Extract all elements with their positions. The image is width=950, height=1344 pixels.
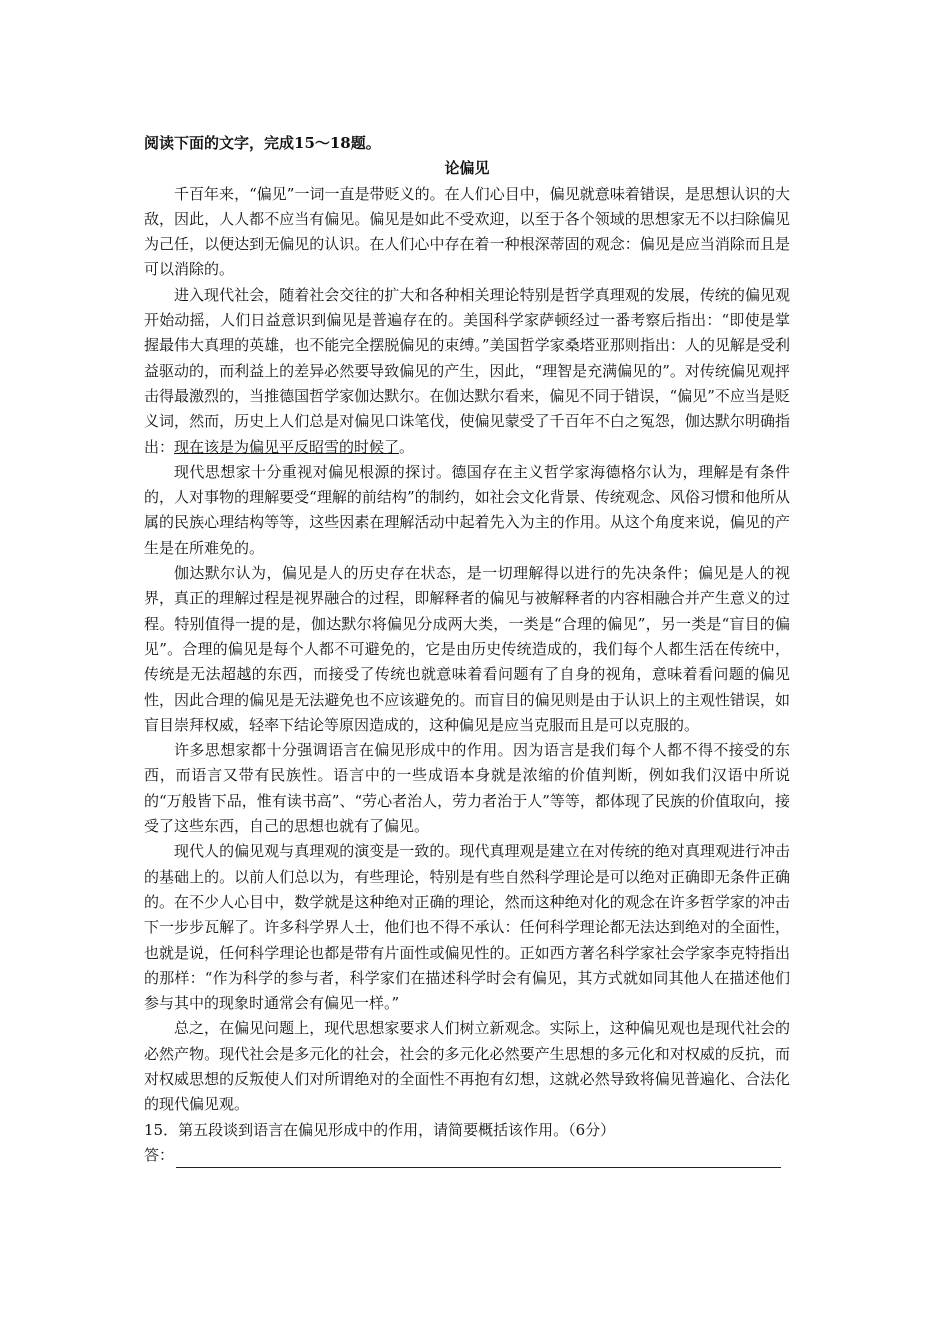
paragraph-2 [144, 283, 790, 460]
paragraph-4: 伽达默尔认为，偏见是人的历史存在状态，是一切理解得以进行的先决条件；偏见是人的视界，真正的理解过程是视界融合的过程，即解释者的偏见与被解释者的内容相融合并产生意义的过程。特别值得一提的是，伽达默尔将偏见分成两大类，一类是“合理的偏见”，另一类是“盲目的偏见”。合理的偏见是每个人都不可避免的，它是由历史传统造成的，我们每个人都生活在传统中，传统是无法超越的东西，而接受了传统也就意味着看问题有了自身的视角，意味着看问题的偏见性，因此合理的偏见是无法避免也不应该避免的。而盲目的偏见则是由于认识上的主观性错误，如盲目崇拜权威，轻率下结论等原因造成的，这种偏见是应当克服而且是可以克服的。 [144, 564, 790, 734]
answer-row [144, 1143, 790, 1168]
paragraph-2-text: 进入现代社会，随着社会交往的扩大和各种相关理论特别是哲学真理观的发展，传统的偏见观开始动摇，人们日益意识到偏见是普遍存在的。美国科学家萨顿经过一番考察后指出：“即使是掌握最伟大真理的英雄，也不能完全摆脱偏见的束缚。”美国哲学家桑塔亚那则指出：人的见解是受利益驱动的，而利益上的差异必然要导致偏见的产生，因此，“理智是充满偏见的”。对传统偏见观抨击得最激烈的，当推德国哲学家伽达默尔。在伽达默尔看来，偏见不同于错误，“偏见”不应当是贬义词，然而，历史上人们总是对偏见口诛笔伐，使偏见蒙受了千百年不白之冤怨，伽达默尔明确指出： [144, 285, 790, 456]
paragraph-2-tail: 。 [399, 437, 415, 456]
article-title: 论偏见 [444, 159, 490, 178]
answer-blank-line[interactable] [176, 1149, 781, 1168]
reading-instruction: 阅读下面的文字，完成15～18题。 [144, 134, 381, 152]
paragraph-6: 现代人的偏见观与真理观的演变是一致的。现代真理观是建立在对传统的绝对真理观进行冲击的基础上的。以前人们总以为，有些理论，特别是有些自然科学理论是可以绝对正确即无条件正确的。在不少人心目中，数学就是这种绝对正确的理论，然而这种绝对化的观念在许多哲学家的冲击下一步步瓦解了。许多科学界人士，他们也不得不承认：任何科学理论都无法达到绝对的全面性，也就是说，任何科学理论也都是带有片面性或偏见性的。正如西方著名科学家社会学家李克特指出的那样：“作为科学的参与者，科学家们在描述科学时会有偏见，其方式就如同其他人在描述他们参与其中的现象时通常会有偏见一样。” [144, 842, 790, 1013]
question-15: 15．第五段谈到语言在偏见形成中的作用，请简要概括该作用。（6分） [144, 1120, 616, 1139]
paragraph-1: 千百年来，“偏见”一词一直是带贬义的。在人们心目中，偏见就意味着错误，是思想认识的大敌，因此，人人都不应当有偏见。偏见是如此不受欢迎，以至于各个领域的思想家无不以扫除偏见为己任，以便达到无偏见的认识。在人们心中存在着一种根深蒂固的观念：偏见是应当消除而且是可以消除的。 [144, 184, 790, 279]
underlined-sentence: 现在该是为偏见平反昭雪的时候了 [174, 437, 400, 456]
answer-label: 答： [144, 1145, 175, 1164]
paragraph-7: 总之，在偏见问题上，现代思想家要求人们树立新观念。实际上，这种偏见观也是现代社会的必然产物。现代社会是多元化的社会，社会的多元化必然要产生思想的多元化和对权威的反抗，而对权威思想的反叛使人们对所谓绝对的全面性不再抱有幻想，这就必然导致将偏见普遍化、合法化的现代偏见观。 [144, 1019, 790, 1114]
paragraph-3: 现代思想家十分重视对偏见根源的探讨。德国存在主义哲学家海德格尔认为，理解是有条件的，人对事物的理解要受“理解的前结构”的制约，如社会文化背景、传统观念、风俗习惯和他所从属的民族心理结构等等，这些因素在理解活动中起着先入为主的作用。从这个角度来说，偏见的产生是在所难免的。 [144, 462, 790, 557]
paragraph-5: 许多思想家都十分强调语言在偏见形成中的作用。因为语言是我们每个人都不得不接受的东西，而语言又带有民族性。语言中的一些成语本身就是浓缩的价值判断，例如我们汉语中所说的“万般皆下品，惟有读书高”、“劳心者治人，劳力者治于人”等等，都体现了民族的价值取向，接受了这些东西，自己的思想也就有了偏见。 [144, 741, 790, 836]
